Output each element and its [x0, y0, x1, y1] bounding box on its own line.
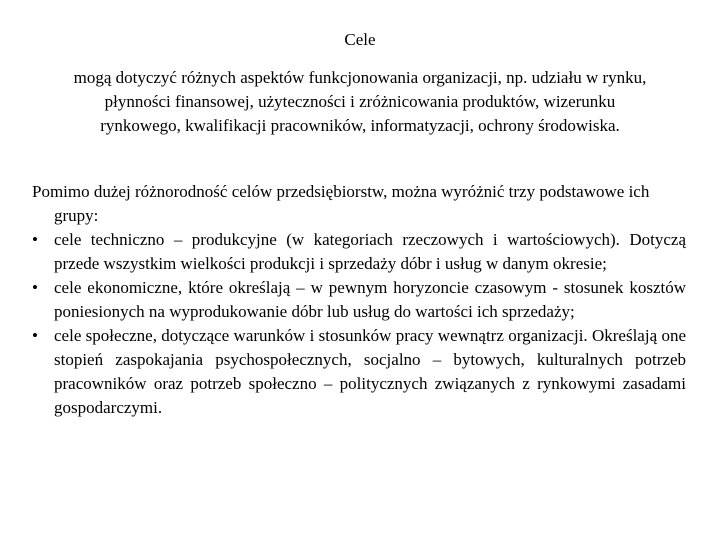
bullet-icon: • — [32, 326, 38, 345]
bullet-icon: • — [32, 230, 38, 249]
list-item-text: cele techniczno – produkcyjne (w kategoriach rzeczowych i wartościowych). Dotyczą przede wszystkim wielkości produkcji i sprzedaży dóbr i usług w danym okresie; — [54, 230, 686, 273]
list-item-economic-goals — [32, 276, 686, 324]
main-content — [32, 180, 686, 420]
intro-paragraph: mogą dotyczyć różnych aspektów funkcjonowania organizacji, np. udziału w rynku, płynności finansowej, użyteczności i zróżnicowania produktów, wizerunku rynkowego, kwalifikacji pracowników, informatyzacji, ochrony środowiska. — [73, 68, 647, 135]
list-item-text: cele społeczne, dotyczące warunków i stosunków pracy wewnątrz organizacji. Określają one stopień zaspokajania psychospołecznych, socjalno – bytowych, kulturalnych potrzeb pracowników oraz potrzeb społeczno – politycznych związanych z rynkowymi zasadami gospodarczymi. — [54, 326, 686, 417]
list-item-social-goals — [32, 324, 686, 420]
list-item-technical-goals — [32, 228, 686, 276]
goals-list — [32, 228, 686, 420]
lead-paragraph: Pomimo dużej różnorodność celów przedsiębiorstw, można wyróżnić trzy podstawowe ich grupy: — [32, 182, 650, 225]
slide-title: Cele — [344, 30, 376, 49]
list-item-text: cele ekonomiczne, które określają – w pewnym horyzoncie czasowym - stosunek kosztów poniesionych na wyprodukowanie dóbr lub usług do wartości ich sprzedaży; — [54, 278, 686, 321]
bullet-icon: • — [32, 278, 38, 297]
